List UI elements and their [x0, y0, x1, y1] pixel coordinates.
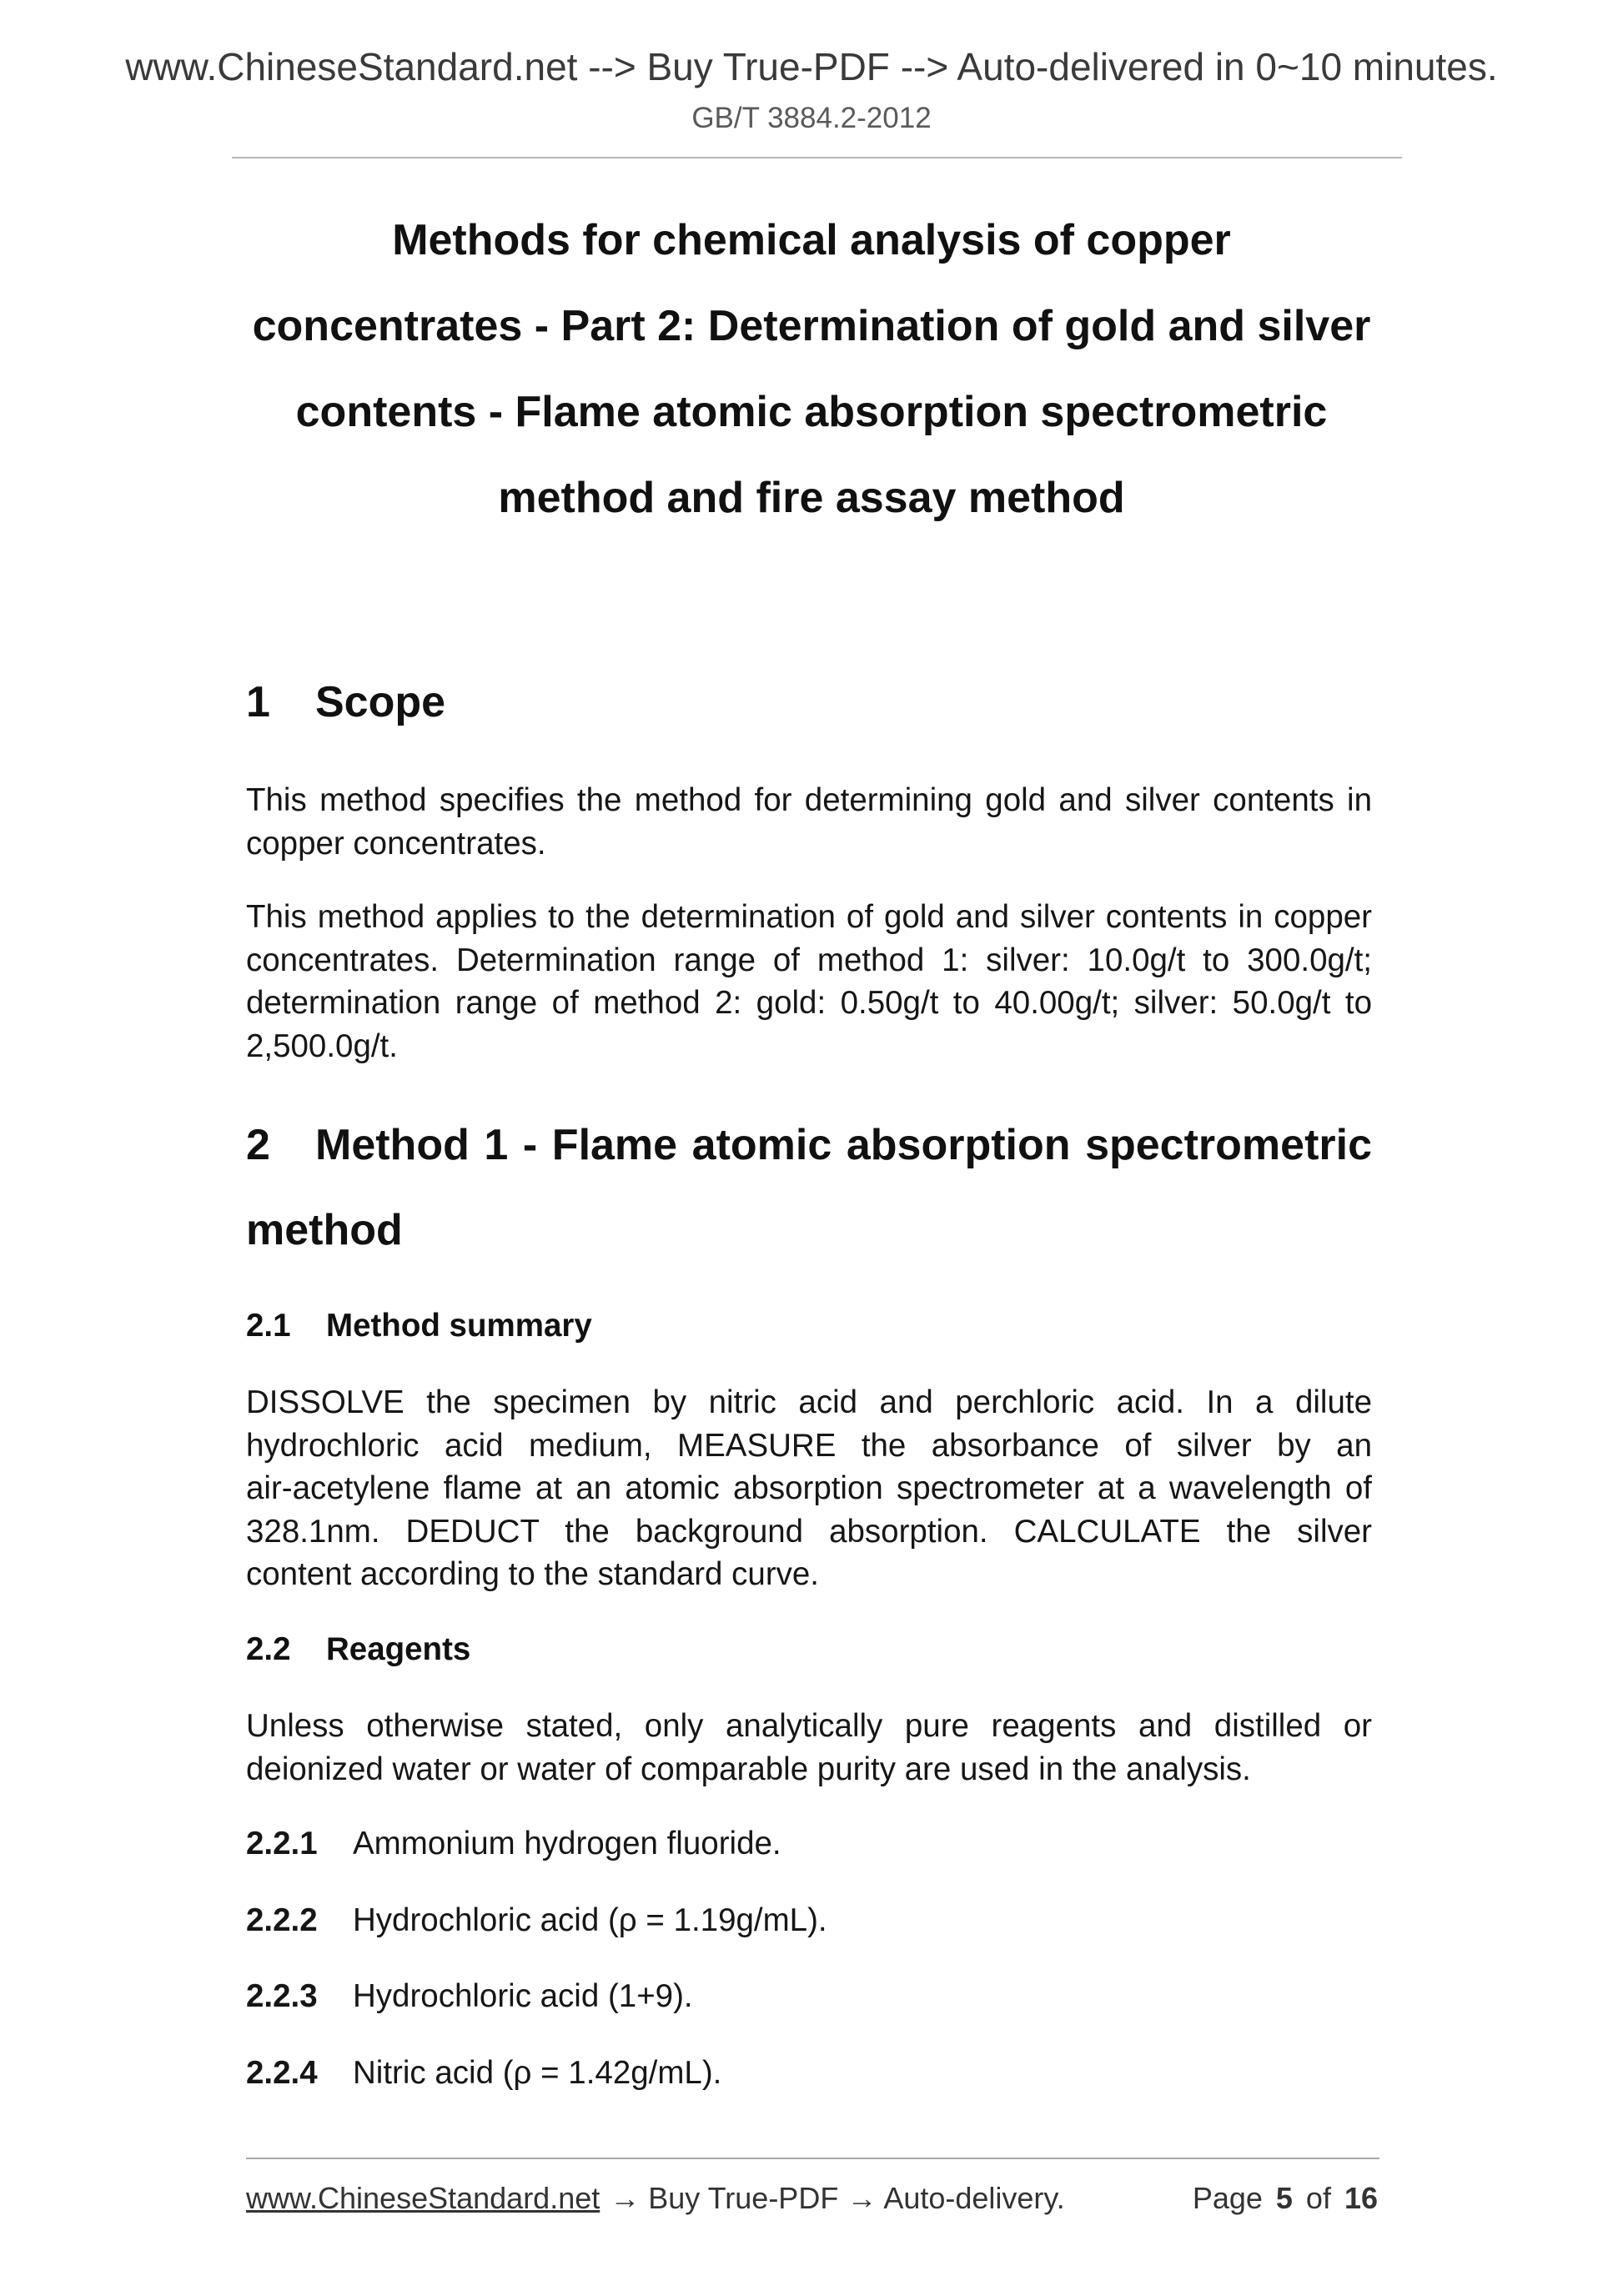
reagent-text: Nitric acid (ρ = 1.42g/mL).	[353, 2055, 722, 2091]
header-divider	[232, 157, 1402, 158]
section-title: Scope	[315, 678, 446, 726]
page-label: Page	[1192, 2181, 1263, 2215]
footer-divider	[246, 2158, 1379, 2159]
section-heading-scope	[246, 673, 1372, 731]
section-title: Method 1 - Flame atomic absorption spectrometric	[315, 1121, 1372, 1169]
paragraph	[246, 896, 1372, 1068]
paragraph-line: 2,500.0g/t.	[246, 1027, 398, 1064]
paragraph-line: This method applies to the determination of gold and silver contents in copper	[246, 899, 1372, 935]
paragraph	[246, 1705, 1372, 1791]
paragraph-line: This method specifies the method for determining gold and silver contents in	[246, 782, 1372, 818]
footer-link[interactable]: www.ChineseStandard.net	[246, 2181, 600, 2215]
page-indicator	[1193, 2178, 1378, 2219]
paragraph-line: copper concentrates.	[246, 825, 546, 862]
paragraph-line: 328.1nm. DEDUCT the background absorption. CALCULATE the silver	[246, 1513, 1372, 1550]
standard-code: GB/T 3884.2-2012	[691, 102, 932, 134]
reagent-text: Hydrochloric acid (ρ = 1.19g/mL).	[353, 1902, 827, 1938]
document-title-line: concentrates - Part 2: Determination of gold and silver	[252, 302, 1371, 350]
page-number: 5	[1275, 2181, 1293, 2215]
paragraph	[246, 779, 1372, 865]
paragraph-line: air-acetylene flame at an atomic absorption spectrometer at a wavelength of	[246, 1470, 1372, 1506]
reagent-number: 2.2.3	[246, 1978, 318, 2014]
reagent-item	[246, 1899, 827, 1942]
paragraph-line: concentrates. Determination range of method 1: silver: 10.0g/t to 300.0g/t;	[246, 942, 1372, 978]
section-number: 1	[246, 678, 270, 726]
paragraph-line: determination range of method 2: gold: 0.50g/t to 40.00g/t; silver: 50.0g/t to	[246, 985, 1372, 1021]
subsection-number: 2.1	[246, 1308, 291, 1344]
site-banner: www.ChineseStandard.net --> Buy True-PDF --> Auto-delivered in 0~10 minutes.	[125, 45, 1498, 88]
subsection-heading-reagents	[246, 1628, 470, 1671]
paragraph-line: deionized water or water of comparable purity are used in the analysis.	[246, 1751, 1251, 1787]
page-total: 16	[1344, 2181, 1378, 2215]
reagent-text: Hydrochloric acid (1+9).	[353, 1978, 693, 2014]
reagent-number: 2.2.2	[246, 1902, 318, 1938]
reagent-item	[246, 1975, 693, 2018]
reagent-item	[246, 1822, 781, 1866]
subsection-title: Method summary	[326, 1308, 592, 1344]
subsection-heading-method-summary	[246, 1304, 592, 1348]
document-title-line: Methods for chemical analysis of copper	[392, 216, 1231, 264]
page-of-label: of	[1305, 2181, 1331, 2215]
document-title-line: contents - Flame atomic absorption spectrometric	[295, 388, 1328, 436]
paragraph-line: content according to the standard curve.	[246, 1556, 820, 1592]
paragraph	[246, 1381, 1372, 1596]
reagent-item	[246, 2052, 721, 2095]
paragraph-line: DISSOLVE the specimen by nitric acid and perchloric acid. In a dilute	[246, 1384, 1372, 1420]
document-title-line: method and fire assay method	[498, 474, 1125, 522]
reagent-number: 2.2.1	[246, 1826, 318, 1861]
reagent-number: 2.2.4	[246, 2055, 318, 2091]
section-title-continuation: method	[246, 1206, 403, 1254]
section-heading-method-1	[246, 1103, 1372, 1273]
section-number: 2	[246, 1121, 270, 1169]
subsection-number: 2.2	[246, 1631, 291, 1667]
document-title	[0, 198, 1623, 541]
section-heading-line	[246, 1103, 1372, 1188]
paragraph-line: Unless otherwise stated, only analytically pure reagents and distilled or	[246, 1708, 1372, 1744]
footer-promo	[246, 2178, 1065, 2219]
reagent-text: Ammonium hydrogen fluoride.	[353, 1826, 781, 1861]
paragraph-line: hydrochloric acid medium, MEASURE the absorbance of silver by an	[246, 1427, 1372, 1464]
subsection-title: Reagents	[326, 1631, 471, 1667]
footer-tagline: → Buy True-PDF → Auto-delivery.	[610, 2181, 1065, 2215]
